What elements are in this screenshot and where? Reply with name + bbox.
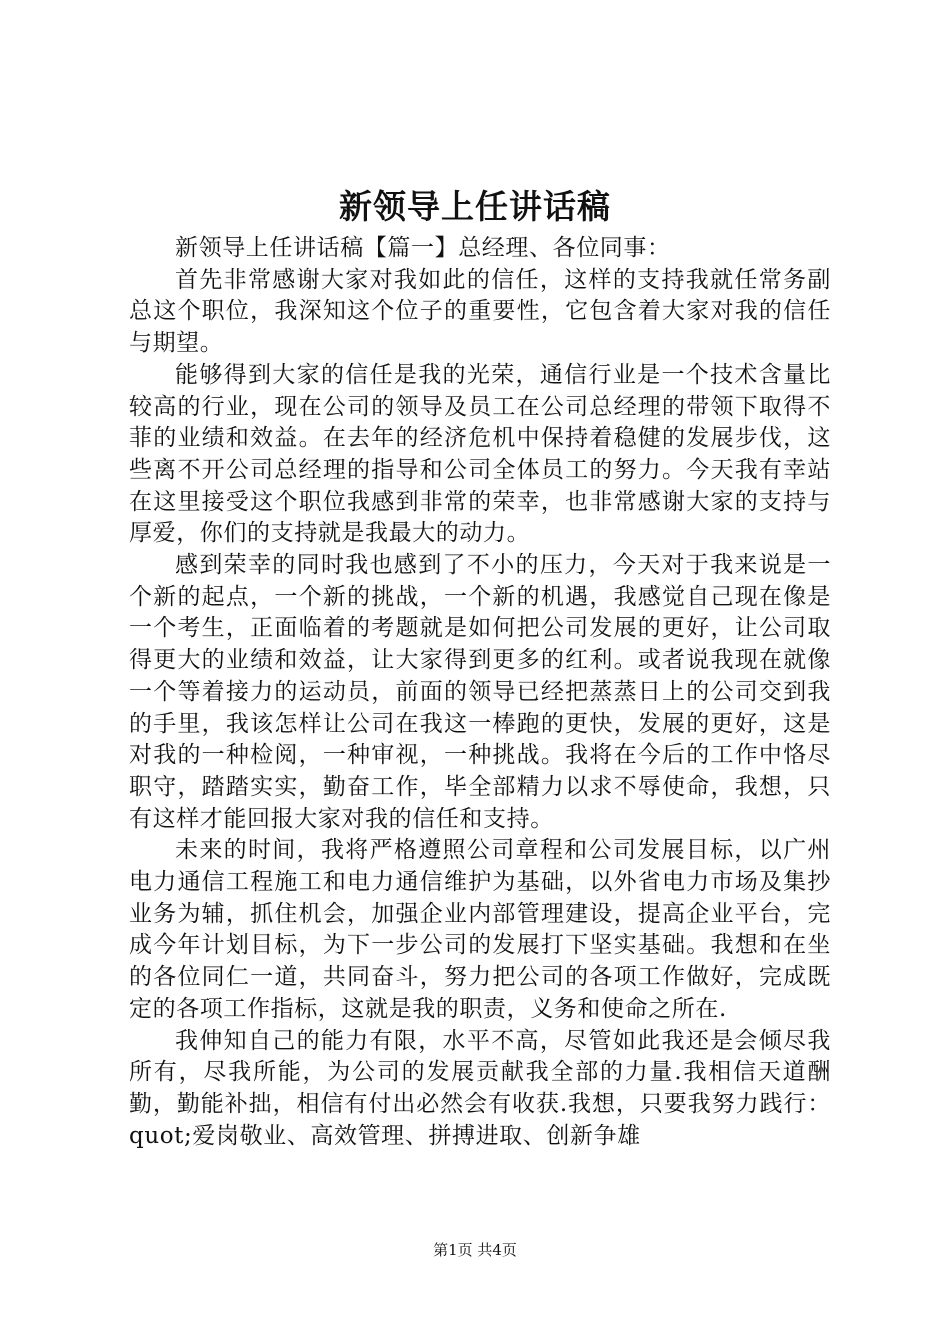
paragraph-honor: 能够得到大家的信任是我的光荣，通信行业是一个技术含量比较高的行业，现在公司的领导及员工在公司总经理的带领下取得不菲的业绩和效益。在去年的经济危机中保持着稳健的发展步伐，这些离不开公司总经理的指导和公司全体员工的努力。今天我有幸站在这里接受这个职位我感到非常的荣幸，也非常感谢大家的支持与厚爱，你们的支持就是我最大的动力。 [129, 361, 831, 547]
paragraph-pressure: 感到荣幸的同时我也感到了不小的压力，今天对于我来说是一个新的起点，一个新的挑战，一个新的机遇，我感觉自己现在像是一个考生，正面临着的考题就是如何把公司发展的更好，让公司取得更大的业绩和效益，让大家得到更多的红利。或者说我现在就像一个等着接力的运动员，前面的领导已经把蒸蒸日上的公司交到我的手里，我该怎样让公司在我这一棒跑的更快，发展的更好，这是对我的一种检阅，一种审视，一种挑战。我将在今后的工作中恪尽职守，踏踏实实，勤奋工作，毕全部精力以求不辱使命，我想，只有这样才能回报大家对我的信任和支持。 [129, 552, 831, 832]
paragraph-commitment: 我伸知自己的能力有限，水平不高，尽管如此我还是会倾尽我所有，尽我所能，为公司的发展贡献我全部的力量.我相信天道酬勤，勤能补拙，相信有付出必然会有收获.我想，只要我努力践行：quot;爱岗敬业、高效管理、拼搏进取、创新争雄 [129, 1027, 831, 1149]
paragraph-future: 未来的时间，我将严格遵照公司章程和公司发展目标，以广州电力通信工程施工和电力通信维护为基础，以外省电力市场及集抄业务为辅，抓住机会，加强企业内部管理建设，提高企业平台，完成今年计划目标，为下一步公司的发展打下坚实基础。我想和在坐的各位同仁一道，共同奋斗，努力把公司的各项工作做好，完成既定的各项工作指标，这就是我的职责，义务和使命之所在. [129, 837, 831, 1022]
paragraph-thanks: 首先非常感谢大家对我如此的信任，这样的支持我就任常务副总这个职位，我深知这个位子的重要性，它包含着大家对我的信任与期望。 [129, 266, 831, 357]
document-title: 新领导上任讲话稿 [339, 187, 611, 226]
document-body [129, 233, 831, 1152]
paragraph-opening: 新领导上任讲话稿【篇一】总经理、各位同事： [175, 235, 671, 261]
page-footer: 第1页 共4页 [433, 1241, 517, 1259]
